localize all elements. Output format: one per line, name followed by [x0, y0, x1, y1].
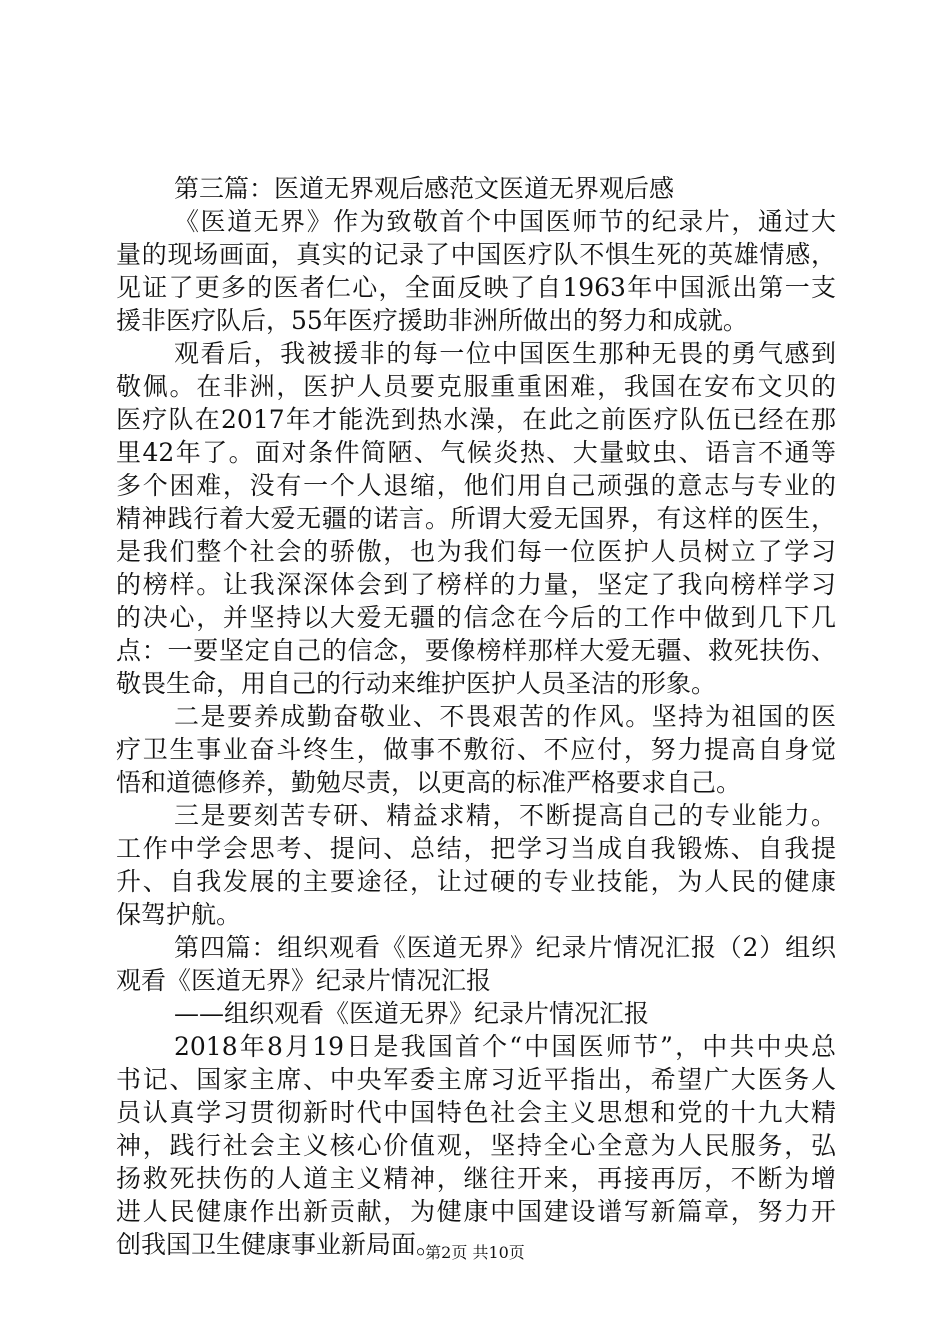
section-heading-4-continued: 观看《医道无界》纪录片情况汇报	[116, 966, 492, 995]
paragraph-line: 进人民健康作出新贡献，为健康中国建设谱写新篇章，努力开	[116, 1197, 836, 1226]
paragraph-line: 疗卫生事业奋斗终生，做事不敷衍、不应付，努力提高自身觉	[116, 735, 836, 764]
section-heading-3: 第三篇：医道无界观后感范文医道无界观后感	[174, 174, 675, 203]
section-heading-4: 第四篇：组织观看《医道无界》纪录片情况汇报（2）组织	[174, 933, 836, 962]
paragraph-line: 是我们整个社会的骄傲，也为我们每一位医护人员树立了学习	[116, 537, 836, 566]
paragraph-line: 工作中学会思考、提问、总结，把学习当成自我锻炼、自我提	[116, 834, 836, 863]
paragraph-line: 观看后，我被援非的每一位中国医生那种无畏的勇气感到	[174, 339, 836, 368]
paragraph-line: 员认真学习贯彻新时代中国特色社会主义思想和党的十九大精	[116, 1098, 836, 1127]
paragraph-line: 《医道无界》作为致敬首个中国医师节的纪录片，通过大	[174, 207, 836, 236]
paragraph-line: 多个困难，没有一个人退缩，他们用自己顽强的意志与专业的	[116, 471, 836, 500]
paragraph-line: 悟和道德修养，勤勉尽责，以更高的标准严格要求自己。	[116, 768, 742, 797]
paragraph-line: 保驾护航。	[116, 900, 242, 929]
paragraph-line: 扬救死扶伤的人道主义精神，继往开来，再接再厉，不断为增	[116, 1164, 836, 1193]
paragraph-line: 援非医疗队后，55年医疗援助非洲所做出的努力和成就。	[116, 306, 748, 335]
paragraph-line: 二是要养成勤奋敬业、不畏艰苦的作风。坚持为祖国的医	[174, 702, 836, 731]
paragraph-line: 敬畏生命，用自己的行动来维护医护人员圣洁的形象。	[116, 669, 717, 698]
paragraph-line: 三是要刻苦专研、精益求精，不断提高自己的专业能力。	[174, 801, 836, 830]
document-body	[116, 172, 836, 1261]
paragraph-line: 医疗队在2017年才能洗到热水澡，在此之前医疗队伍已经在那	[116, 405, 836, 434]
paragraph-line: 见证了更多的医者仁心，全面反映了自1963年中国派出第一支	[116, 273, 836, 302]
paragraph-line: 敬佩。在非洲，医护人员要克服重重困难，我国在安布文贝的	[116, 372, 836, 401]
paragraph-line: 神，践行社会主义核心价值观，坚持全心全意为人民服务，弘	[116, 1131, 836, 1160]
report-subtitle: ——组织观看《医道无界》纪录片情况汇报	[174, 999, 650, 1028]
paragraph-line: 2018年8月19日是我国首个“中国医师节”，中共中央总	[174, 1032, 836, 1061]
page-number-footer: 第2页 共10页	[425, 1243, 525, 1262]
paragraph-line: 的榜样。让我深深体会到了榜样的力量，坚定了我向榜样学习	[116, 570, 836, 599]
paragraph-line: 里42年了。面对条件简陋、气候炎热、大量蚊虫、语言不通等	[116, 438, 836, 467]
paragraph-line: 书记、国家主席、中央军委主席习近平指出，希望广大医务人	[116, 1065, 836, 1094]
paragraph-line: 量的现场画面，真实的记录了中国医疗队不惧生死的英雄情感，	[116, 240, 836, 269]
paragraph-line: 创我国卫生健康事业新局面。	[116, 1230, 442, 1259]
paragraph-line: 的决心，并坚持以大爱无疆的信念在今后的工作中做到几下几	[116, 603, 836, 632]
paragraph-line: 精神践行着大爱无疆的诺言。所谓大爱无国界，有这样的医生，	[116, 504, 836, 533]
paragraph-line: 升、自我发展的主要途径，让过硬的专业技能，为人民的健康	[116, 867, 836, 896]
paragraph-line: 点：一要坚定自己的信念，要像榜样那样大爱无疆、救死扶伤、	[116, 636, 836, 665]
